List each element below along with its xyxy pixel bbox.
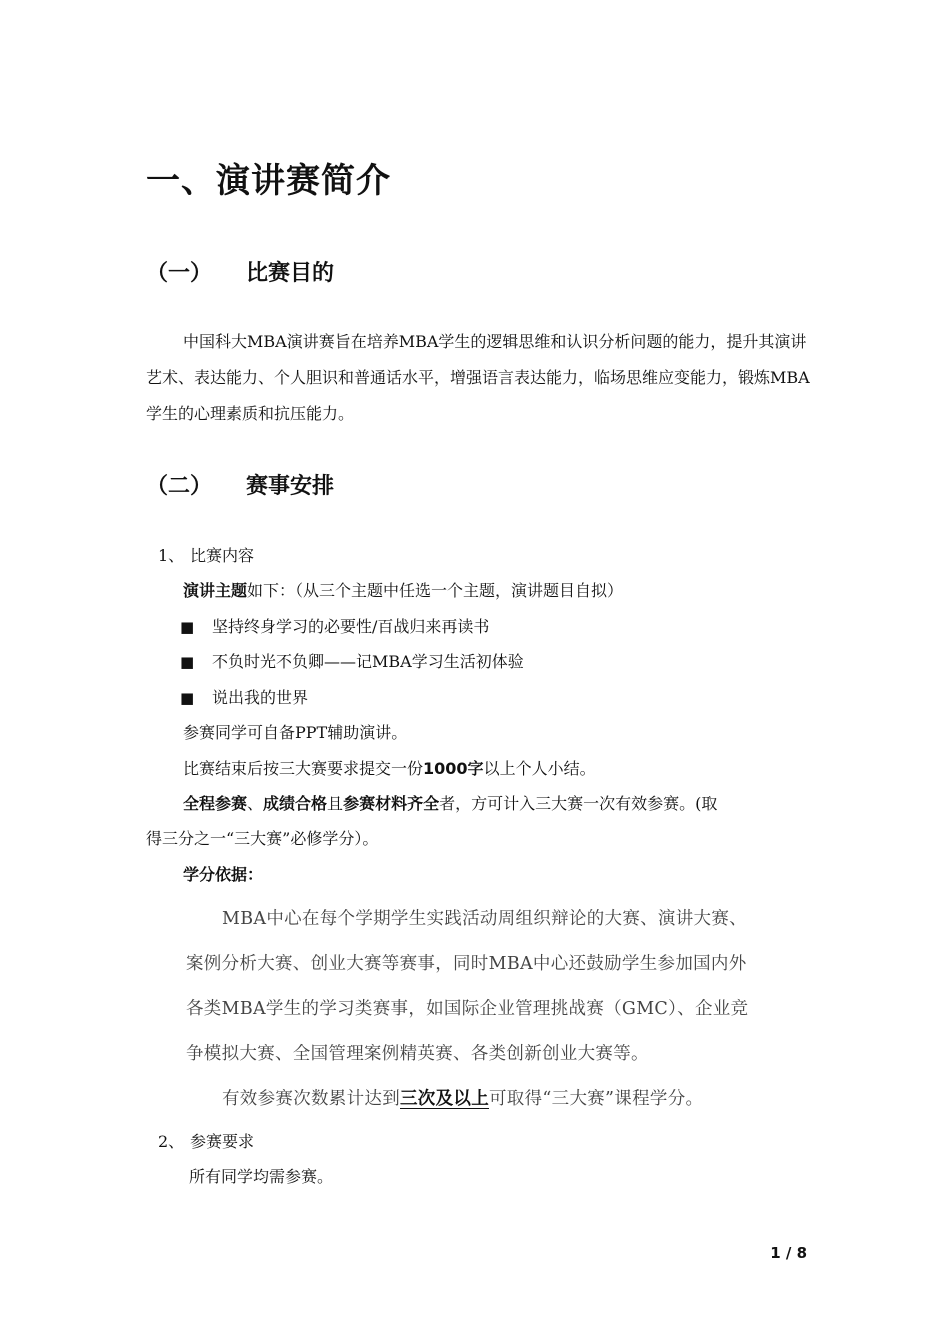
theme-text: 如下：（从三个主题中任选一个主题，演讲题目自拟） — [247, 581, 624, 600]
purpose-paragraph: 中国科大MBA演讲赛旨在培养MBA学生的逻辑思维和认识分析问题的能力，提升其演讲艺术、表达能力、个人胆识和普通话水平，增强语言表达能力，临场思维应变能力，锻炼MBA学生的心理素质和抗压能力。 — [146, 332, 810, 423]
summary-bold: 1000字 — [423, 759, 484, 778]
credit-label — [183, 862, 263, 885]
summary-post: 以上个人小结。 — [483, 759, 596, 778]
list-item — [180, 614, 489, 637]
page-number: 1 / 8 — [770, 1244, 807, 1262]
section-heading-purpose — [146, 256, 334, 287]
eligibility-rest: 者，方可计入三大赛一次有效参赛。(取 — [439, 794, 718, 813]
theme-label: 演讲主题 — [183, 581, 248, 600]
quote-last-pre: 有效参赛次数累计达到 — [222, 1089, 400, 1109]
section-number: （一） — [146, 261, 213, 286]
eligibility-line-1 — [183, 791, 717, 814]
bullet-square-icon: ■ — [180, 689, 195, 707]
quote-last-post: 可取得“三大赛”课程学分。 — [489, 1089, 704, 1109]
quote-line — [222, 1085, 703, 1110]
quote-underline: 三次及以上 — [400, 1089, 489, 1109]
list-item — [180, 649, 524, 672]
quote-line: 各类MBA学生的学习类赛事，如国际企业管理挑战赛（GMC）、企业竞 — [186, 999, 749, 1019]
list-item-text: 不负时光不负卿——记MBA学习生活初体验 — [212, 652, 524, 671]
eligibility-bold-3: 参赛材料齐全 — [343, 794, 440, 813]
item-heading-requirements — [158, 1129, 254, 1152]
item-heading-content — [158, 543, 254, 566]
quote-line: 争模拟大赛、全国管理案例精英赛、各类创新创业大赛等。 — [186, 1044, 649, 1064]
item-title: 参赛要求 — [190, 1132, 255, 1151]
eligibility-sep-2: 且 — [327, 794, 344, 813]
quote-line: 案例分析大赛、创业大赛等赛事，同时MBA中心还鼓励学生参加国内外 — [186, 954, 747, 974]
summary-pre: 比赛结束后按三大赛要求提交一份 — [183, 759, 424, 778]
eligibility-sep-1: 、 — [247, 794, 264, 813]
credit-label-text: 学分依据： — [183, 865, 264, 884]
bullet-square-icon: ■ — [180, 618, 195, 636]
item-number: 2、 — [158, 1132, 185, 1151]
list-item — [180, 685, 308, 708]
eligibility-bold-1: 全程参赛 — [183, 794, 248, 813]
theme-line — [183, 578, 623, 601]
section-number: （二） — [146, 474, 213, 499]
list-item-text: 说出我的世界 — [212, 688, 309, 707]
list-item-text: 坚持终身学习的必要性/百战归来再读书 — [212, 617, 490, 636]
item-title: 比赛内容 — [190, 546, 255, 565]
bullet-square-icon: ■ — [180, 653, 195, 671]
quote-line: MBA中心在每个学期学生实践活动周组织辩论的大赛、演讲大赛、 — [222, 909, 747, 929]
item-number: 1、 — [158, 546, 185, 565]
section-heading-schedule — [146, 469, 334, 500]
section-title: 赛事安排 — [246, 474, 335, 499]
eligibility-bold-2: 成绩合格 — [263, 794, 328, 813]
summary-line — [183, 756, 596, 779]
eligibility-line-2: 得三分之一“三大赛”必修学分）。 — [146, 829, 379, 848]
heading-1: 一、演讲赛简介 — [146, 161, 391, 201]
section-title: 比赛目的 — [246, 261, 335, 286]
requirement-text: 所有同学均需参赛。 — [189, 1167, 334, 1186]
ppt-line: 参赛同学可自备PPT辅助演讲。 — [183, 723, 408, 742]
